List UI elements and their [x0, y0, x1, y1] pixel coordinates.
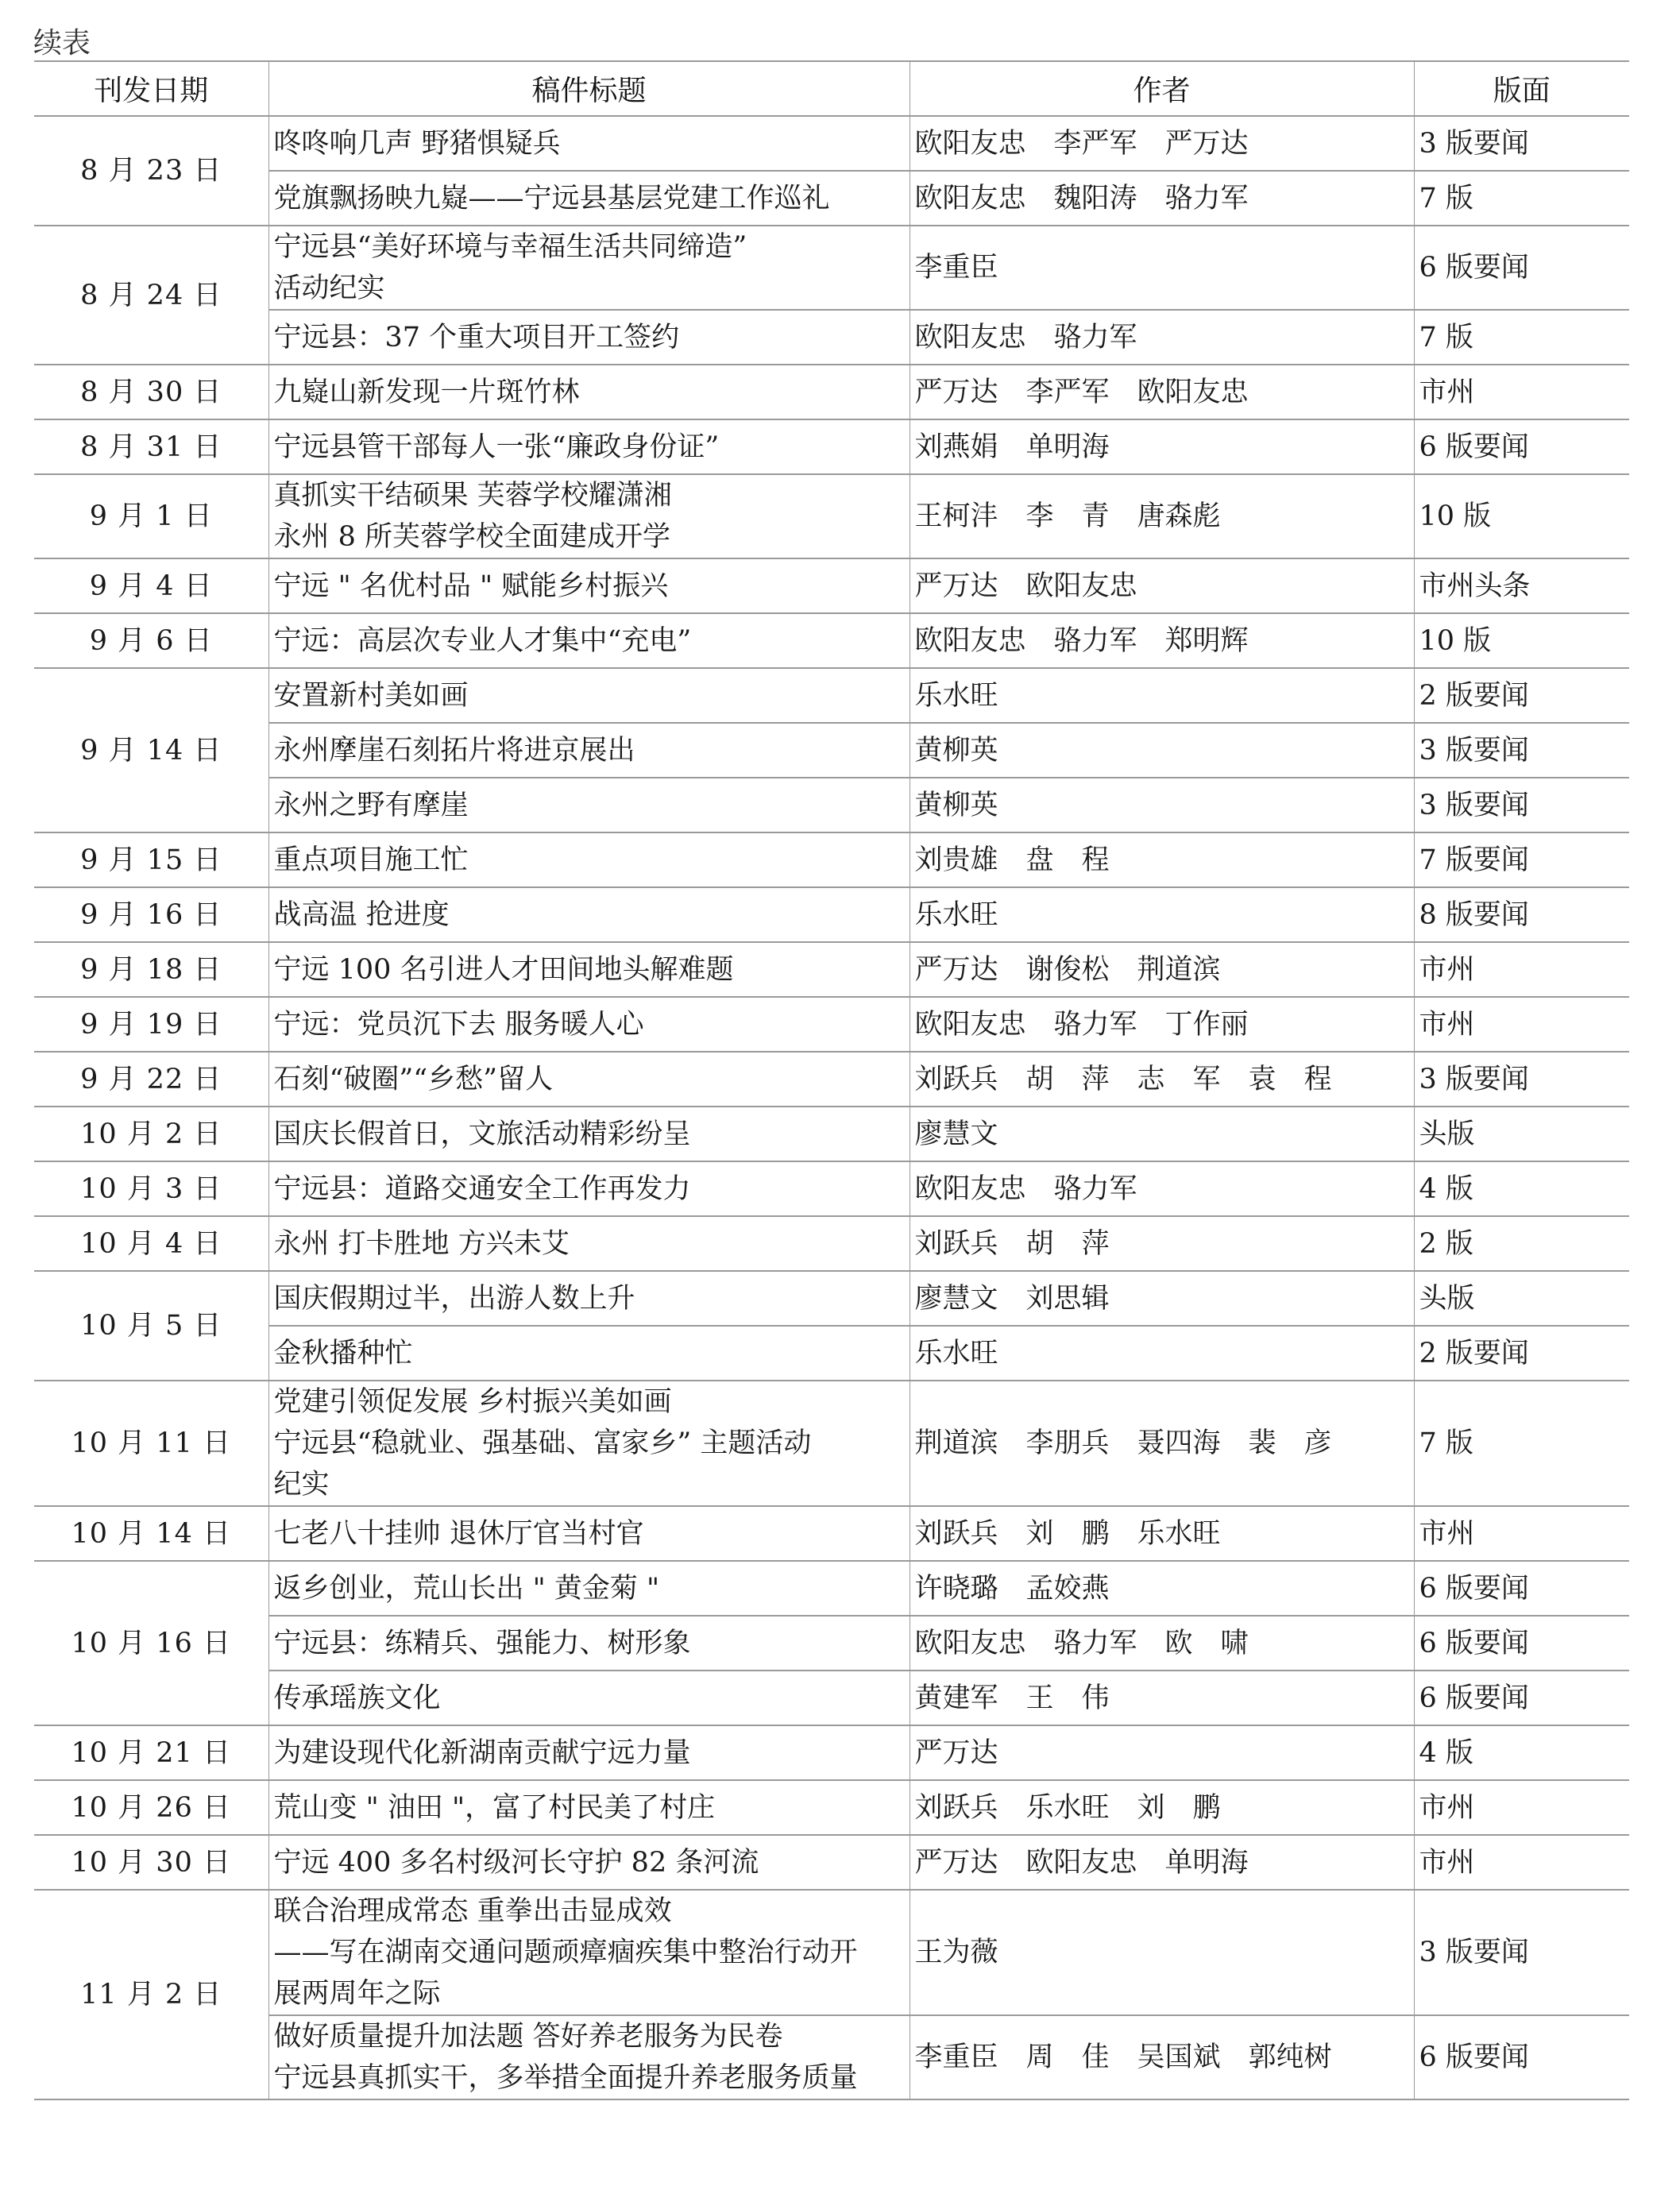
page-section-cell: 6 版要闻: [1414, 419, 1629, 474]
article-title-line: 为建设现代化新湖南贡献宁远力量: [273, 1736, 691, 1769]
article-title-cell: [268, 2015, 910, 2099]
table-row: [34, 942, 1629, 997]
article-title-line: 永州摩崖石刻拓片将进京展出: [273, 734, 635, 767]
publish-date-cell: 9 月 19 日: [34, 997, 268, 1052]
author-cell: 刘跃兵 胡 萍 志 军 袁 程: [910, 1052, 1414, 1107]
publication-table: [34, 60, 1629, 2100]
article-title-cell: [268, 1381, 910, 1506]
article-title-cell: [268, 668, 910, 723]
article-title-cell: [268, 723, 910, 778]
article-title-line: 联合治理成常态 重拳出击显成效: [273, 1895, 672, 1927]
author-cell: 刘跃兵 刘 鹏 乐水旺: [910, 1506, 1414, 1561]
table-row: [34, 365, 1629, 419]
article-title-line: 七老八十挂帅 退休厅官当村官: [273, 1517, 644, 1550]
article-title-cell: [268, 1506, 910, 1561]
table-row: [34, 613, 1629, 668]
page-section-cell: 6 版要闻: [1414, 1561, 1629, 1616]
article-title-cell: [268, 419, 910, 474]
article-title-line: 做好质量提升加法题 答好养老服务为民卷: [273, 2021, 783, 2053]
article-title-cell: [268, 1890, 910, 2015]
article-title-line: 永州 打卡胜地 方兴未艾: [273, 1227, 570, 1260]
author-cell: 廖慧文: [910, 1107, 1414, 1161]
page-section-cell: 4 版: [1414, 1161, 1629, 1216]
author-cell: 黄柳英: [910, 778, 1414, 832]
article-title-line: 永州之野有摩崖: [273, 789, 469, 821]
article-title-line: 传承瑶族文化: [273, 1682, 441, 1714]
article-title-cell: [268, 613, 910, 668]
article-title-line: 宁远县真抓实干，多举措全面提升养老服务质量: [273, 2062, 858, 2094]
author-cell: 欧阳友忠 骆力军: [910, 1161, 1414, 1216]
page-section-cell: 6 版要闻: [1414, 1616, 1629, 1671]
table-row: [34, 1561, 1629, 1616]
article-title-line: 九嶷山新发现一片斑竹林: [273, 376, 580, 408]
article-title-line: 战高温 抢进度: [273, 898, 450, 931]
article-title-line: 宁远县：道路交通安全工作再发力: [273, 1172, 691, 1205]
article-title-line: 荒山变 " 油田 "，富了村民美了村庄: [273, 1791, 716, 1824]
column-header-date: 刊发日期: [34, 61, 268, 116]
author-cell: 许晓璐 孟姣燕: [910, 1561, 1414, 1616]
publish-date-cell: 9 月 15 日: [34, 832, 268, 887]
author-cell: 黄柳英: [910, 723, 1414, 778]
table-body: [34, 116, 1629, 2099]
table-row: [34, 887, 1629, 942]
publish-date-cell: 8 月 24 日: [34, 226, 268, 365]
article-title-cell: [268, 942, 910, 997]
article-title-line: 安置新村美如画: [273, 679, 469, 712]
page-section-cell: 市州: [1414, 997, 1629, 1052]
page-section-cell: 头版: [1414, 1107, 1629, 1161]
table-row: [34, 1216, 1629, 1271]
publish-date-cell: 9 月 16 日: [34, 887, 268, 942]
author-cell: 荆道滨 李朋兵 聂四海 裴 彦: [910, 1381, 1414, 1506]
author-cell: 严万达 欧阳友忠: [910, 558, 1414, 613]
article-title-line: 宁远 400 多名村级河长守护 82 条河流: [273, 1846, 759, 1879]
article-title-cell: [268, 778, 910, 832]
article-title-line: ——写在湖南交通问题顽瘴痼疾集中整治行动开: [273, 1937, 858, 1968]
article-title-line: 重点项目施工忙: [273, 844, 469, 876]
table-row: [34, 668, 1629, 723]
article-title-line: 宁远县：练精兵、强能力、树形象: [273, 1627, 691, 1659]
article-title-cell: [268, 1216, 910, 1271]
author-cell: 严万达 李严军 欧阳友忠: [910, 365, 1414, 419]
page-section-cell: 6 版要闻: [1414, 1671, 1629, 1725]
article-title-cell: [268, 1671, 910, 1725]
article-title-line: 宁远县：37 个重大项目开工签约: [273, 321, 680, 353]
article-title-line: 宁远县“美好环境与幸福生活共同缔造”: [273, 231, 747, 263]
publish-date-cell: 9 月 14 日: [34, 668, 268, 832]
page-section-cell: 2 版要闻: [1414, 668, 1629, 723]
table-row: [34, 723, 1629, 778]
article-title-line: 展两周年之际: [273, 1978, 441, 2010]
publish-date-cell: 9 月 6 日: [34, 613, 268, 668]
table-row: [34, 1616, 1629, 1671]
publish-date-cell: 8 月 23 日: [34, 116, 268, 226]
table-row: [34, 558, 1629, 613]
page-section-cell: 头版: [1414, 1271, 1629, 1326]
table-row: [34, 1052, 1629, 1107]
author-cell: 乐水旺: [910, 1326, 1414, 1381]
article-title-line: 党建引领促发展 乡村振兴美如画: [273, 1386, 672, 1418]
article-title-line: 宁远 100 名引进人才田间地头解难题: [273, 953, 734, 986]
table-row: [34, 1326, 1629, 1381]
page-section-cell: 4 版: [1414, 1725, 1629, 1780]
article-title-line: 活动纪实: [273, 272, 385, 304]
page-section-cell: 2 版要闻: [1414, 1326, 1629, 1381]
author-cell: 李重臣 周 佳 吴国斌 郭纯树: [910, 2015, 1414, 2099]
page-section-cell: 7 版: [1414, 1381, 1629, 1506]
article-title-cell: [268, 310, 910, 365]
author-cell: 欧阳友忠 骆力军 欧 啸: [910, 1616, 1414, 1671]
table-row: [34, 419, 1629, 474]
author-cell: 王为薇: [910, 1890, 1414, 2015]
author-cell: 严万达: [910, 1725, 1414, 1780]
author-cell: 欧阳友忠 李严军 严万达: [910, 116, 1414, 171]
table-row: [34, 1725, 1629, 1780]
publish-date-cell: 9 月 1 日: [34, 474, 268, 558]
article-title-cell: [268, 1161, 910, 1216]
table-row: [34, 1107, 1629, 1161]
author-cell: 刘跃兵 胡 萍: [910, 1216, 1414, 1271]
table-row: [34, 116, 1629, 171]
page-section-cell: 市州头条: [1414, 558, 1629, 613]
page-section-cell: 市州: [1414, 1835, 1629, 1890]
article-title-cell: [268, 1835, 910, 1890]
column-header-page: 版面: [1414, 61, 1629, 116]
author-cell: 黄建军 王 伟: [910, 1671, 1414, 1725]
table-row: [34, 310, 1629, 365]
page-section-cell: 10 版: [1414, 613, 1629, 668]
table-row: [34, 2015, 1629, 2099]
author-cell: 欧阳友忠 骆力军 丁作丽: [910, 997, 1414, 1052]
author-cell: 乐水旺: [910, 887, 1414, 942]
article-title-line: 咚咚响几声 野猪惧疑兵: [273, 127, 561, 160]
publish-date-cell: 8 月 30 日: [34, 365, 268, 419]
article-title-line: 石刻“破圈”“乡愁”留人: [273, 1063, 554, 1095]
page-section-cell: 市州: [1414, 1506, 1629, 1561]
table-row: [34, 997, 1629, 1052]
author-cell: 严万达 谢俊松 荆道滨: [910, 942, 1414, 997]
article-title-cell: [268, 226, 910, 310]
page-section-cell: 8 版要闻: [1414, 887, 1629, 942]
article-title-cell: [268, 171, 910, 226]
page-section-cell: 10 版: [1414, 474, 1629, 558]
column-header-title: 稿件标题: [268, 61, 910, 116]
page-section-cell: 3 版要闻: [1414, 723, 1629, 778]
table-row: [34, 1506, 1629, 1561]
page-section-cell: 2 版: [1414, 1216, 1629, 1271]
article-title-cell: [268, 1561, 910, 1616]
author-cell: 严万达 欧阳友忠 单明海: [910, 1835, 1414, 1890]
page-section-cell: 7 版: [1414, 171, 1629, 226]
article-title-cell: [268, 1780, 910, 1835]
article-title-cell: [268, 474, 910, 558]
table-row: [34, 171, 1629, 226]
author-cell: 欧阳友忠 骆力军 郑明辉: [910, 613, 1414, 668]
table-row: [34, 1890, 1629, 2015]
publish-date-cell: 10 月 14 日: [34, 1506, 268, 1561]
author-cell: 刘燕娟 单明海: [910, 419, 1414, 474]
article-title-cell: [268, 832, 910, 887]
article-title-line: 宁远：高层次专业人才集中“充电”: [273, 624, 692, 657]
article-title-line: 宁远 " 名优村品 " 赋能乡村振兴: [273, 570, 669, 602]
article-title-line: 国庆假期过半，出游人数上升: [273, 1282, 635, 1315]
table-row: [34, 1271, 1629, 1326]
page-section-cell: 市州: [1414, 942, 1629, 997]
table-row: [34, 226, 1629, 310]
publish-date-cell: 10 月 2 日: [34, 1107, 268, 1161]
publish-date-cell: 10 月 5 日: [34, 1271, 268, 1381]
publish-date-cell: 9 月 4 日: [34, 558, 268, 613]
article-title-line: 永州 8 所芙蓉学校全面建成开学: [273, 521, 671, 553]
article-title-line: 党旗飘扬映九嶷——宁远县基层党建工作巡礼: [273, 182, 830, 214]
article-title-cell: [268, 1052, 910, 1107]
article-title-line: 返乡创业，荒山长出 " 黄金菊 ": [273, 1572, 660, 1605]
publish-date-cell: 10 月 3 日: [34, 1161, 268, 1216]
author-cell: 刘跃兵 乐水旺 刘 鹏: [910, 1780, 1414, 1835]
table-row: [34, 1161, 1629, 1216]
article-title-line: 国庆长假首日，文旅活动精彩纷呈: [273, 1118, 691, 1150]
page-section-cell: 7 版要闻: [1414, 832, 1629, 887]
author-cell: 乐水旺: [910, 668, 1414, 723]
author-cell: 欧阳友忠 骆力军: [910, 310, 1414, 365]
page-section-cell: 3 版要闻: [1414, 778, 1629, 832]
article-title-cell: [268, 116, 910, 171]
publish-date-cell: 8 月 31 日: [34, 419, 268, 474]
page-section-cell: 6 版要闻: [1414, 226, 1629, 310]
author-cell: 廖慧文 刘思辑: [910, 1271, 1414, 1326]
table-header-row: [34, 61, 1629, 116]
article-title-cell: [268, 1326, 910, 1381]
article-title-line: 真抓实干结硕果 芙蓉学校耀潇湘: [273, 480, 672, 512]
publish-date-cell: 10 月 11 日: [34, 1381, 268, 1506]
page-section-cell: 3 版要闻: [1414, 1890, 1629, 2015]
article-title-cell: [268, 1616, 910, 1671]
table-row: [34, 832, 1629, 887]
publish-date-cell: 10 月 16 日: [34, 1561, 268, 1725]
article-title-cell: [268, 365, 910, 419]
author-cell: 欧阳友忠 魏阳涛 骆力军: [910, 171, 1414, 226]
publish-date-cell: 11 月 2 日: [34, 1890, 268, 2099]
article-title-line: 宁远县“稳就业、强基础、富家乡” 主题活动: [273, 1427, 812, 1459]
table-row: [34, 474, 1629, 558]
page-section-cell: 市州: [1414, 1780, 1629, 1835]
article-title-cell: [268, 1725, 910, 1780]
page-section-cell: 7 版: [1414, 310, 1629, 365]
article-title-cell: [268, 887, 910, 942]
table-row: [34, 778, 1629, 832]
author-cell: 王柯沣 李 青 唐森彪: [910, 474, 1414, 558]
table-caption: 续表: [33, 27, 91, 60]
page-section-cell: 3 版要闻: [1414, 1052, 1629, 1107]
author-cell: 刘贵雄 盘 程: [910, 832, 1414, 887]
article-title-line: 纪实: [273, 1469, 330, 1501]
page-section-cell: 市州: [1414, 365, 1629, 419]
publish-date-cell: 10 月 4 日: [34, 1216, 268, 1271]
page-section-cell: 3 版要闻: [1414, 116, 1629, 171]
article-title-cell: [268, 1107, 910, 1161]
article-title-cell: [268, 1271, 910, 1326]
article-title-line: 宁远：党员沉下去 服务暖人心: [273, 1008, 644, 1041]
publish-date-cell: 9 月 22 日: [34, 1052, 268, 1107]
publish-date-cell: 10 月 30 日: [34, 1835, 268, 1890]
table-row: [34, 1671, 1629, 1725]
table-row: [34, 1381, 1629, 1506]
article-title-cell: [268, 558, 910, 613]
publish-date-cell: 10 月 21 日: [34, 1725, 268, 1780]
page-section-cell: 6 版要闻: [1414, 2015, 1629, 2099]
publish-date-cell: 10 月 26 日: [34, 1780, 268, 1835]
table-row: [34, 1835, 1629, 1890]
table-row: [34, 1780, 1629, 1835]
author-cell: 李重臣: [910, 226, 1414, 310]
column-header-author: 作者: [910, 61, 1414, 116]
article-title-line: 金秋播种忙: [273, 1337, 413, 1369]
article-title-cell: [268, 997, 910, 1052]
publish-date-cell: 9 月 18 日: [34, 942, 268, 997]
article-title-line: 宁远县管干部每人一张“廉政身份证”: [273, 431, 720, 463]
